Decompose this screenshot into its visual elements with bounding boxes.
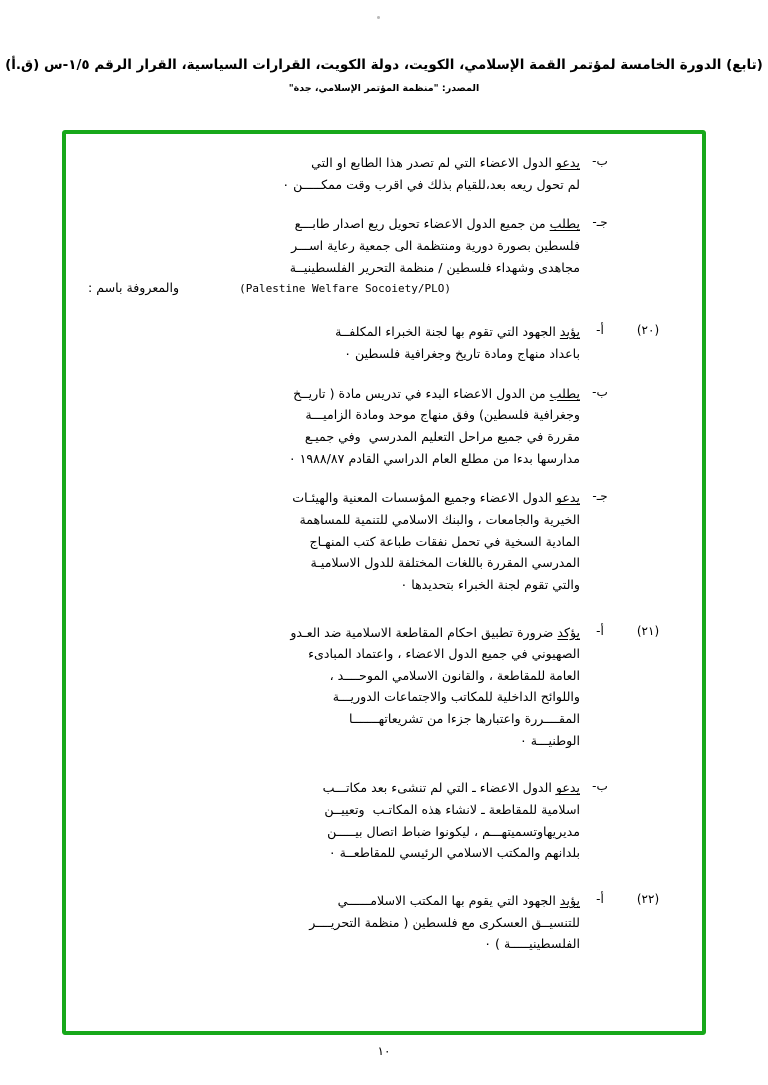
clause-line: واللوائح الداخلية للمكاتب والاجتماعات الدوريـــة	[332, 689, 580, 705]
clause-line: للتنسيــق العسكرى مع فلسطين ( منظمة التحريــــر	[309, 914, 580, 930]
clause-line: فلسطين بصورة دورية ومنتظمة الى جمعية رعاية اســـر	[291, 237, 580, 253]
clause-line: مجاهدى وشهداء فلسطين / منظمة التحرير الفلسطينيــة	[289, 259, 580, 275]
clause-line: يطلب من جميع الدول الاعضاء تحويل ريع اصدار طابـــع	[294, 216, 580, 232]
clause-number: (٢١)	[636, 623, 660, 638]
clause-line: والمعروفة باسم :	[88, 280, 180, 296]
page-speck	[377, 16, 380, 19]
clause-item	[88, 777, 676, 864]
clause-line: الفلسطينيـــــة ) ٠	[484, 936, 580, 952]
clause-body	[88, 777, 580, 864]
page-header	[0, 56, 768, 94]
clause-letter: أ-	[596, 323, 604, 338]
clause-number	[620, 152, 676, 195]
clause-number: (٢٢)	[636, 892, 660, 907]
clause-line: المادية السخية في تحمل نفقات طباعة كتب المنهـاج	[309, 533, 580, 549]
clause-line: الخيرية والجامعات ، والبنك الاسلامي للتنمية للمساهمة	[299, 511, 580, 527]
clause-line: الوطنيـــة ٠	[519, 732, 580, 748]
clause-body	[88, 321, 580, 364]
clause-line: يدعو الدول الاعضاء ـ التي لم تنشىء بعد مكاتـــب	[322, 780, 580, 796]
clause-line: باعداد منهاج ومادة تاريخ وجغرافية فلسطين ٠	[344, 345, 580, 361]
clause-number	[620, 213, 676, 295]
clause-line: المدرسي المقررة باللغات المختلفة للدول الاسلاميـة	[310, 555, 580, 571]
clause-list	[88, 152, 676, 1021]
clause-number	[620, 777, 676, 864]
latin-organization-name: (Palestine Welfare Socoiety/PLO)	[239, 282, 452, 296]
clause-line: مقررة في جميع مراحل التعليم المدرسي وفي جميـع	[304, 428, 580, 444]
clause-line: بلدانهم والمكتب الاسلامي الرئيسي للمقاطعــة ٠	[328, 845, 580, 861]
clause-line: وجغرافية فلسطين) وفق منهاج موحد ومادة الزاميـــة	[305, 407, 580, 423]
clause-line: يؤيد الجهود التي تقوم بها لجنة الخبراء المكلفــة	[335, 324, 580, 340]
clause-body	[88, 152, 580, 195]
clause-line: يؤكد ضرورة تطبيق احكام المقاطعة الاسلامية ضد العـدو	[290, 624, 580, 640]
clause-line: اسلامية للمقاطعة ـ لانشاء هذه المكاتـب وتعييــن	[324, 802, 580, 818]
header-source: المصدر: "منظمة المؤتمر الإسلامي، جدة"	[288, 83, 480, 95]
clause-line: مديريهاوتسميتهـــم ، ليكونوا ضباط اتصال بيـــــن	[327, 823, 580, 839]
clause-line: مدارسها بدءا من مطلع العام الدراسي القادم ١٩٨٨/٨٧ ٠	[288, 450, 580, 466]
clause-body	[88, 622, 580, 752]
clause-line: يدعو الدول الاعضاء التي لم تصدر هذا الطابع او التي	[311, 155, 580, 170]
clause-letter: أ-	[596, 623, 604, 638]
clause-line: والتي تقوم لجنة الخبراء بتحديدها ٠	[400, 576, 580, 592]
clause-item	[88, 487, 676, 595]
clause-number: (٢٠)	[636, 323, 660, 338]
clause-letter: جـ-	[592, 215, 608, 230]
clause-number	[620, 383, 676, 470]
clause-item	[88, 383, 676, 470]
clause-line: يؤيد الجهود التي يقوم بها المكتب الاسلامــــــي	[337, 893, 580, 909]
clause-letter: ب-	[592, 154, 608, 168]
header-title: (تابع) الدورة الخامسة لمؤتمر القمة الإسلامي، الكويت، دولة الكويت، القرارات السياسية، القرار الرقم ١/٥-س (ق.أ)	[5, 57, 763, 73]
clause-line: الصهيوني في جميع الدول الاعضاء ، واعتماد المبادىء	[308, 646, 580, 662]
clause-body	[88, 890, 580, 955]
clause-line: العامة للمقاطعة ، والقانون الاسلامي الموحــــد ،	[329, 667, 580, 683]
content-frame	[62, 130, 706, 1035]
clause-line: لم تحول ريعه بعد،للقيام بذلك في اقرب وقت ممكـــــن ٠	[282, 176, 580, 192]
clause-letter: ب-	[592, 779, 608, 794]
clause-body	[88, 487, 580, 595]
clause-body	[88, 383, 580, 470]
clause-letter: جـ-	[592, 489, 608, 504]
page-number: ١٠	[377, 1044, 391, 1058]
clause-line: يطلب من الدول الاعضاء البدء في تدريس مادة ( تاريــخ	[293, 385, 580, 401]
clause-letter: ب-	[592, 384, 608, 399]
clause-body	[88, 213, 580, 295]
clause-line: يدعو الدول الاعضاء وجميع المؤسسات المعنية والهيئـات	[292, 490, 580, 506]
clause-number	[620, 487, 676, 595]
clause-letter: أ-	[596, 892, 604, 907]
clause-item	[88, 622, 676, 752]
clause-item	[88, 213, 676, 295]
clause-line: المقــــررة واعتبارها جزءا من تشريعاتهـــــــا	[348, 711, 580, 727]
clause-item	[88, 321, 676, 364]
clause-item	[88, 152, 676, 195]
clause-item	[88, 890, 676, 955]
clause-latin-line	[88, 280, 580, 295]
